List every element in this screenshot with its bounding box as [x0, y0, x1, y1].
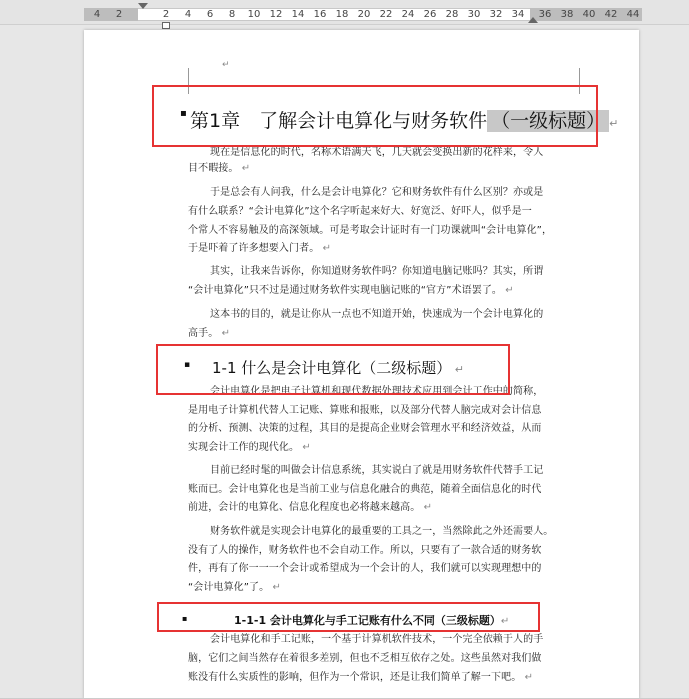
ruler-number: 40	[582, 9, 596, 20]
ruler-number: 16	[313, 9, 327, 20]
heading-bullet: ▪	[180, 108, 187, 119]
ruler-number: 32	[489, 9, 503, 20]
paragraph-mark: ↵	[502, 285, 514, 296]
text-line: 这本书的目的，就是让你从一点也不知道开始，快速成为一个会计电算化的	[210, 309, 544, 320]
paragraph-mark: ↵	[222, 60, 230, 70]
heading-bullet: ▪	[182, 614, 188, 623]
ruler-number: 26	[423, 9, 437, 20]
annotation-box-heading-3	[157, 602, 540, 632]
horizontal-ruler[interactable]	[0, 0, 689, 25]
heading-2-text: 1-1 什么是会计电算化（二级标题）	[212, 359, 452, 377]
heading-1-text: 第1章 了解会计电算化与财务软件	[190, 110, 488, 132]
annotation-box-heading-2	[156, 344, 510, 395]
right-indent-marker[interactable]	[528, 17, 538, 23]
ruler-number: 34	[511, 9, 525, 20]
ruler-number: 20	[357, 9, 371, 20]
ruler-number: 44	[626, 9, 640, 20]
paragraph-mark: ↵	[319, 243, 332, 254]
text-line: 实现会计工作的现代化。 ↵	[188, 442, 311, 453]
text-line: 账没有什么实质性的影响，但作为一个常识，还是让我们简单了解一下吧。 ↵	[188, 672, 534, 683]
text-line: 是用电子计算机代替人工记账、算账和报账，以及部分代替人脑完成对会计信息	[188, 405, 542, 416]
ruler-number: 4	[184, 9, 192, 20]
ruler-number: 8	[228, 9, 236, 20]
text-line: 前进，会计的电算化、信息化程度也必将越来越高。 ↵	[188, 502, 433, 513]
text-line: 个常人不容易触及的高深领域。可是考取会计证时有一门功课就叫“会计电算化”，	[188, 225, 553, 236]
heading-3-text: 1-1-1 会计电算化与手工记账有什么不同（三级标题）	[234, 614, 501, 627]
heading-bullet: ▪	[184, 360, 191, 370]
text-line: 有什么联系？“会计电算化”这个名字听起来好大、好宽泛、好吓人，似乎是一	[188, 206, 532, 217]
text-line: 其实，让我来告诉你，你知道财务软件吗？你知道电脑记账吗？其实，所谓	[210, 266, 544, 277]
text-line: “会计电算化”了。 ↵	[188, 582, 282, 593]
left-indent-marker[interactable]	[162, 22, 170, 29]
ruler-number: 28	[445, 9, 459, 20]
ruler-number: 42	[604, 9, 618, 20]
ruler-number: 12	[269, 9, 283, 20]
paragraph-mark: ↵	[238, 163, 251, 174]
text-line: 于是总会有人问我，什么是会计电算化？它和财务软件有什么区别？亦或是	[210, 187, 544, 198]
text-line: 高手。 ↵	[188, 328, 231, 339]
ruler-number: 10	[247, 9, 261, 20]
paragraph-mark: ↵	[420, 502, 433, 513]
text-line: 件，再有了你一一一个会计或希望成为一个会计的人，我们就可以实现理想中的	[188, 563, 542, 574]
text-line: 脑，它们之间当然存在着很多差别，但也不乏相互依存之处。这些虽然对我们做	[188, 653, 542, 664]
text-line: 的分析、预测、决策的过程，其目的是提高企业财会管理水平和经济效益，从而	[188, 423, 542, 434]
paragraph-mark: ↵	[218, 328, 231, 339]
ruler-number: 6	[206, 9, 214, 20]
text-line: 账而已。会计电算化也是当前工业与信息化融合的典范，随着全面信息化的时代	[188, 484, 542, 495]
paragraph-mark: ↵	[451, 363, 464, 376]
text-line: 会计电算化是把电子计算机和现代数据处理技术应用到会计工作中的简称，	[210, 386, 544, 397]
paragraph-mark: ↵	[500, 616, 510, 627]
text-line: 现在是信息化的时代，名称术语满天飞，几天就会变换出新的花样来，令人	[210, 147, 544, 158]
text-line: 没有了人的操作，财务软件也不会自动工作。所以，只要有了一款合适的财务软	[188, 545, 542, 556]
text-line: 财务软件就是实现会计电算化的最重要的工具之一，当然除此之外还需要人。	[210, 526, 554, 537]
paragraph-mark: ↵	[609, 117, 619, 130]
text-line: 目不暇接。 ↵	[188, 163, 251, 174]
paragraph-mark: ↵	[521, 672, 534, 683]
ruler-number: 4	[93, 9, 101, 20]
text-line: “会计电算化”只不过是通过财务软件实现电脑记账的“官方”术语罢了。 ↵	[188, 285, 514, 296]
first-line-indent-marker[interactable]	[138, 3, 148, 9]
ruler-number: 38	[560, 9, 574, 20]
ruler-number: 2	[115, 9, 123, 20]
paragraph-mark: ↵	[299, 442, 311, 453]
heading-1-highlight: （一级标题）	[487, 110, 609, 132]
ruler-number: 18	[335, 9, 349, 20]
ruler-number: 14	[291, 9, 305, 20]
paragraph-mark: ↵	[269, 582, 282, 593]
ruler-number: 30	[467, 9, 481, 20]
text-line: 会计电算化和手工记账，一个基于计算机软件技术，一个完全依赖于人的手	[210, 634, 544, 645]
annotation-box-heading-1	[152, 85, 598, 147]
text-line: 于是吓着了许多想要入门者。 ↵	[188, 243, 332, 254]
ruler-number: 22	[379, 9, 393, 20]
ruler-number: 36	[538, 9, 552, 20]
text-line: 目前已经时髦的叫做会计信息系统，其实说白了就是用财务软件代替手工记	[210, 465, 544, 476]
ruler-number: 24	[401, 9, 415, 20]
ruler-number: 2	[162, 9, 170, 20]
